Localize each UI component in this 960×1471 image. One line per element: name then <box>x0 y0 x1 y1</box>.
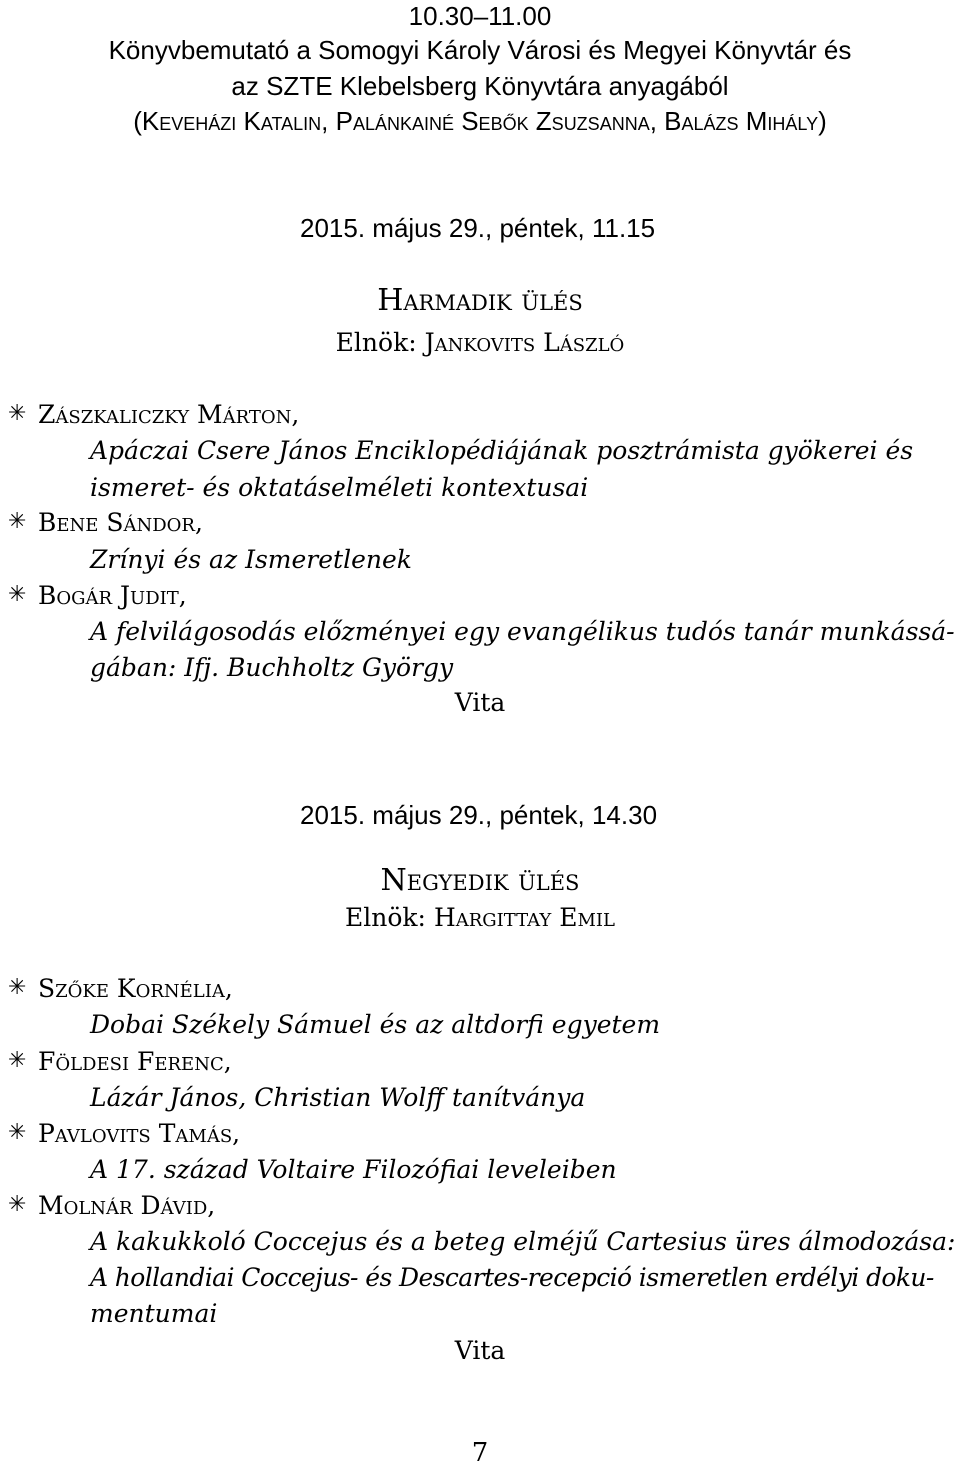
talk-title: ismeret- és oktatáselméleti kontextusai <box>90 473 589 502</box>
speaker-name: Molnár Dávid, <box>38 1191 216 1220</box>
speaker-name: Zászkaliczky Márton, <box>38 400 300 429</box>
talk-title: A felvilágosodás előzményei egy evangélikus tudós tanár munkássá- <box>90 617 955 646</box>
speaker-name: Szőke Kornélia, <box>38 974 233 1003</box>
page-number: 7 <box>471 1438 489 1468</box>
talk-title: gában: Ifj. Buchholtz György <box>90 653 454 682</box>
talk-title: mentumai <box>90 1299 218 1328</box>
book-launch-line-1: Könyvbemutató a Somogyi Károly Városi és Megyei Könyvtár és <box>108 35 852 65</box>
talk-title: A 17. század Voltaire Filozófiai leveleiben <box>90 1155 617 1184</box>
bullet-icon: ✳ <box>8 401 27 426</box>
chair-prefix: Elnök: <box>335 328 425 357</box>
book-launch-presenters: (Keveházi Katalin, Palánkainé Sebők Zsuzsanna, Balázs Mihály) <box>133 106 827 136</box>
talk-title: Dobai Székely Sámuel és az altdorfi egyetem <box>90 1010 661 1039</box>
speaker-name: Pavlovits Tamás, <box>38 1119 241 1148</box>
session-4-date: 2015. május 29., péntek, 14.30 <box>300 800 658 830</box>
bullet-icon: ✳ <box>8 582 27 607</box>
book-launch-line-2: az SZTE Klebelsberg Könyvtára anyagából <box>231 71 729 101</box>
session-3-date: 2015. május 29., péntek, 11.15 <box>300 213 656 243</box>
bullet-icon: ✳ <box>8 1120 27 1145</box>
bullet-icon: ✳ <box>8 509 27 534</box>
talk-title: Lázár János, Christian Wolff tanítványa <box>90 1083 586 1112</box>
speaker-name: Bogár Judit, <box>38 581 187 610</box>
session-4-title: Negyedik ülés <box>380 863 580 898</box>
speaker-name: Földesi Ferenc, <box>38 1047 232 1076</box>
bullet-icon: ✳ <box>8 975 27 1000</box>
talk-title: A hollandiai Coccejus- és Descartes-recepció ismeretlen erdélyi doku- <box>90 1263 934 1292</box>
bullet-icon: ✳ <box>8 1048 27 1073</box>
discussion-label: Vita <box>454 1336 506 1365</box>
bullet-icon: ✳ <box>8 1192 27 1217</box>
talk-title: Zrínyi és az Ismeretlenek <box>90 545 412 574</box>
chair-prefix: Elnök: <box>345 903 434 932</box>
session-3-chair <box>0 330 960 355</box>
chair-name: Hargittay Emil <box>433 903 615 932</box>
session-3-title: Harmadik ülés <box>377 283 583 318</box>
session-4-chair <box>0 905 960 930</box>
discussion-label: Vita <box>454 688 506 717</box>
chair-name: Jankovits László <box>424 328 625 357</box>
time-slot: 10.30–11.00 <box>408 1 552 31</box>
talk-title: A kakukkoló Coccejus és a beteg elméjű Cartesius üres álmodozása: <box>90 1227 956 1256</box>
talk-title: Apáczai Csere János Enciklopédiájának posztrámista gyökerei és <box>90 436 914 465</box>
speaker-name: Bene Sándor, <box>38 508 203 537</box>
